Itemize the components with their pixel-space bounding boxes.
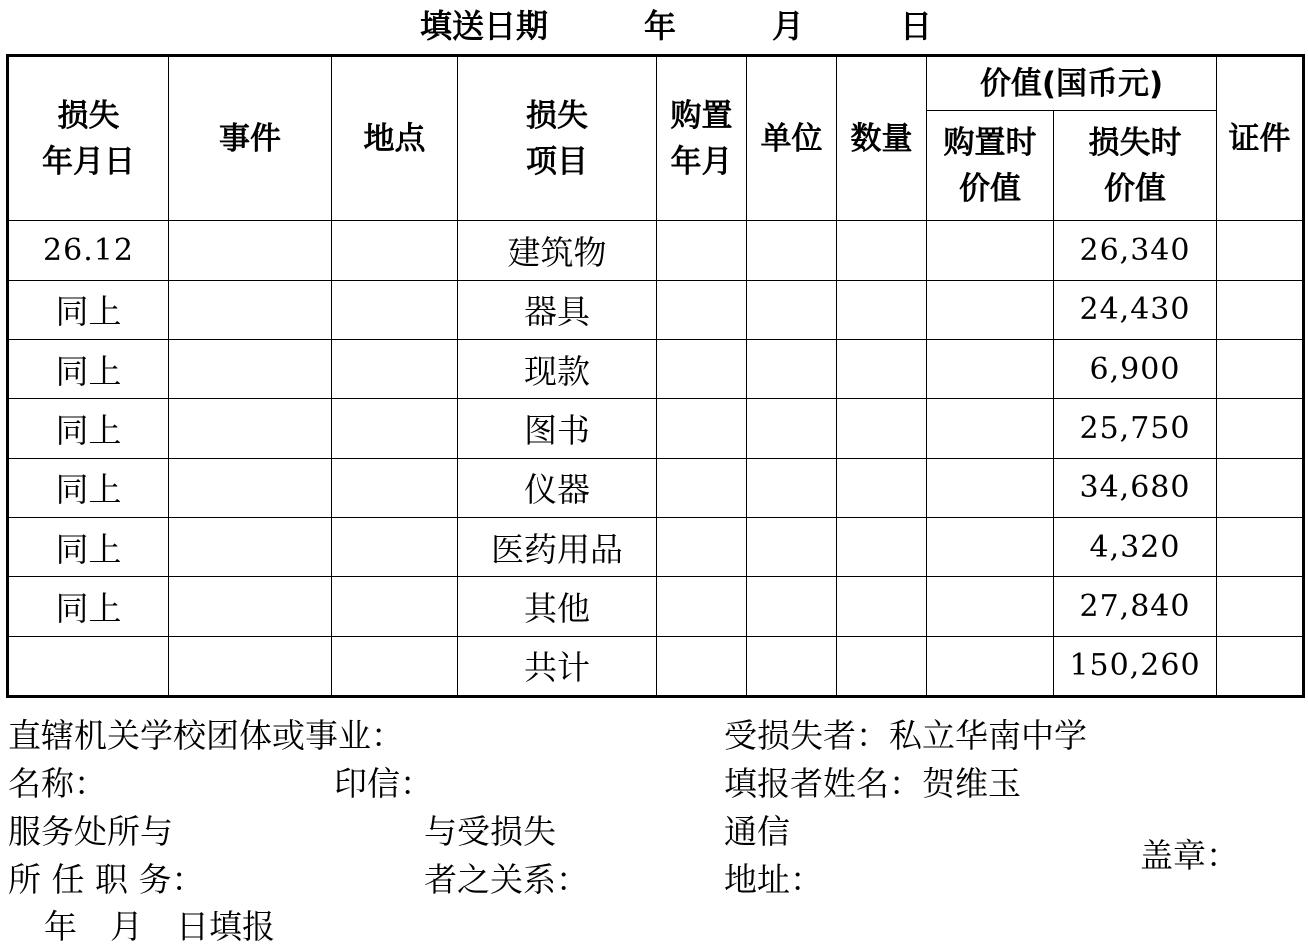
cell-purchase-date (657, 458, 747, 517)
cell-certificate (1217, 458, 1304, 517)
table-row (8, 280, 1304, 339)
cell-purchase-value (927, 636, 1054, 696)
cell-loss-value: 150,260 (1054, 636, 1217, 696)
cell-loss-value: 26,340 (1054, 221, 1217, 280)
header-place: 地点 (332, 56, 458, 221)
header-unit: 单位 (747, 56, 837, 221)
cell-date: 26.12 (8, 221, 169, 280)
cell-unit (747, 636, 837, 696)
cell-certificate (1217, 518, 1304, 577)
header-purchase-value: 购置时 价值 (927, 111, 1054, 221)
header-purchase-date: 购置 年月 (657, 56, 747, 221)
cell-loss-value: 34,680 (1054, 458, 1217, 517)
cell-date: 同上 (8, 518, 169, 577)
cell-date: 同上 (8, 458, 169, 517)
cell-unit (747, 577, 837, 636)
cell-place (332, 458, 458, 517)
cell-quantity (837, 518, 927, 577)
service-label-line1: 服务处所与 (8, 812, 173, 851)
cell-event (169, 221, 332, 280)
cell-certificate (1217, 636, 1304, 696)
cell-certificate (1217, 340, 1304, 399)
stamp-label: 盖章： (1140, 836, 1239, 875)
relation-label-line1: 与受损失 (424, 812, 556, 851)
table-row (8, 577, 1304, 636)
cell-certificate (1217, 280, 1304, 339)
cell-quantity (837, 636, 927, 696)
address-label-line1: 通信 (724, 812, 790, 851)
cell-certificate (1217, 399, 1304, 458)
cell-purchase-date (657, 636, 747, 696)
cell-item: 器具 (458, 280, 657, 339)
cell-quantity (837, 340, 927, 399)
cell-unit (747, 340, 837, 399)
cell-item: 仪器 (458, 458, 657, 517)
cell-item: 医药用品 (458, 518, 657, 577)
cell-certificate (1217, 221, 1304, 280)
cell-purchase-value (927, 340, 1054, 399)
cell-event (169, 399, 332, 458)
form-title: 填送日期 年 月 日 (420, 7, 933, 45)
cell-place (332, 518, 458, 577)
cell-purchase-value (927, 221, 1054, 280)
cell-purchase-date (657, 399, 747, 458)
cell-unit (747, 458, 837, 517)
table-row (8, 399, 1304, 458)
cell-date: 同上 (8, 280, 169, 339)
cell-purchase-value (927, 280, 1054, 339)
cell-unit (747, 221, 837, 280)
cell-unit (747, 399, 837, 458)
cell-item: 其他 (458, 577, 657, 636)
seal-label: 印信： (334, 764, 433, 803)
cell-quantity (837, 280, 927, 339)
reporter-field: 填报者姓名：贺维玉 (724, 764, 1021, 803)
table-row (8, 636, 1304, 696)
cell-item: 共计 (458, 636, 657, 696)
cell-purchase-value (927, 458, 1054, 517)
cell-unit (747, 280, 837, 339)
header-loss-value: 损失时 价值 (1054, 111, 1217, 221)
cell-purchase-date (657, 221, 747, 280)
header-quantity: 数量 (837, 56, 927, 221)
org-label: 直辖机关学校团体或事业： (8, 716, 404, 755)
cell-date: 同上 (8, 399, 169, 458)
cell-quantity (837, 399, 927, 458)
cell-quantity (837, 458, 927, 517)
cell-unit (747, 518, 837, 577)
header-certificate: 证件 (1217, 56, 1304, 221)
table-row (8, 221, 1304, 280)
cell-place (332, 340, 458, 399)
header-loss-date: 损失 年月日 (8, 56, 169, 221)
cell-purchase-date (657, 340, 747, 399)
table-row (8, 518, 1304, 577)
cell-purchase-date (657, 280, 747, 339)
cell-item: 现款 (458, 340, 657, 399)
victim-field: 受损失者：私立华南中学 (724, 716, 1087, 755)
cell-quantity (837, 577, 927, 636)
cell-date (8, 636, 169, 696)
table-row (8, 458, 1304, 517)
header-loss-item: 损失 项目 (458, 56, 657, 221)
cell-item: 图书 (458, 399, 657, 458)
cell-event (169, 280, 332, 339)
cell-event (169, 340, 332, 399)
cell-quantity (837, 221, 927, 280)
cell-purchase-date (657, 518, 747, 577)
cell-event (169, 577, 332, 636)
cell-purchase-value (927, 399, 1054, 458)
filled-date: 年 月 日填报 (44, 907, 275, 946)
relation-label-line2: 者之关系： (424, 860, 589, 899)
cell-loss-value: 24,430 (1054, 280, 1217, 339)
cell-place (332, 636, 458, 696)
cell-loss-value: 27,840 (1054, 577, 1217, 636)
cell-item: 建筑物 (458, 221, 657, 280)
cell-event (169, 518, 332, 577)
header-event: 事件 (169, 56, 332, 221)
cell-purchase-date (657, 577, 747, 636)
cell-place (332, 577, 458, 636)
loss-report-table (6, 54, 1305, 698)
cell-date: 同上 (8, 340, 169, 399)
cell-loss-value: 25,750 (1054, 399, 1217, 458)
cell-place (332, 399, 458, 458)
cell-certificate (1217, 577, 1304, 636)
org-name-label: 名称： (8, 764, 107, 803)
cell-event (169, 458, 332, 517)
cell-purchase-value (927, 577, 1054, 636)
cell-purchase-value (927, 518, 1054, 577)
address-label-line2: 地址： (724, 860, 823, 899)
header-value-group: 价值(国币元) (927, 56, 1217, 111)
cell-event (169, 636, 332, 696)
cell-place (332, 280, 458, 339)
service-label-line2: 所 任 职 务： (8, 860, 205, 899)
cell-loss-value: 6,900 (1054, 340, 1217, 399)
cell-loss-value: 4,320 (1054, 518, 1217, 577)
cell-place (332, 221, 458, 280)
table-row (8, 340, 1304, 399)
cell-date: 同上 (8, 577, 169, 636)
